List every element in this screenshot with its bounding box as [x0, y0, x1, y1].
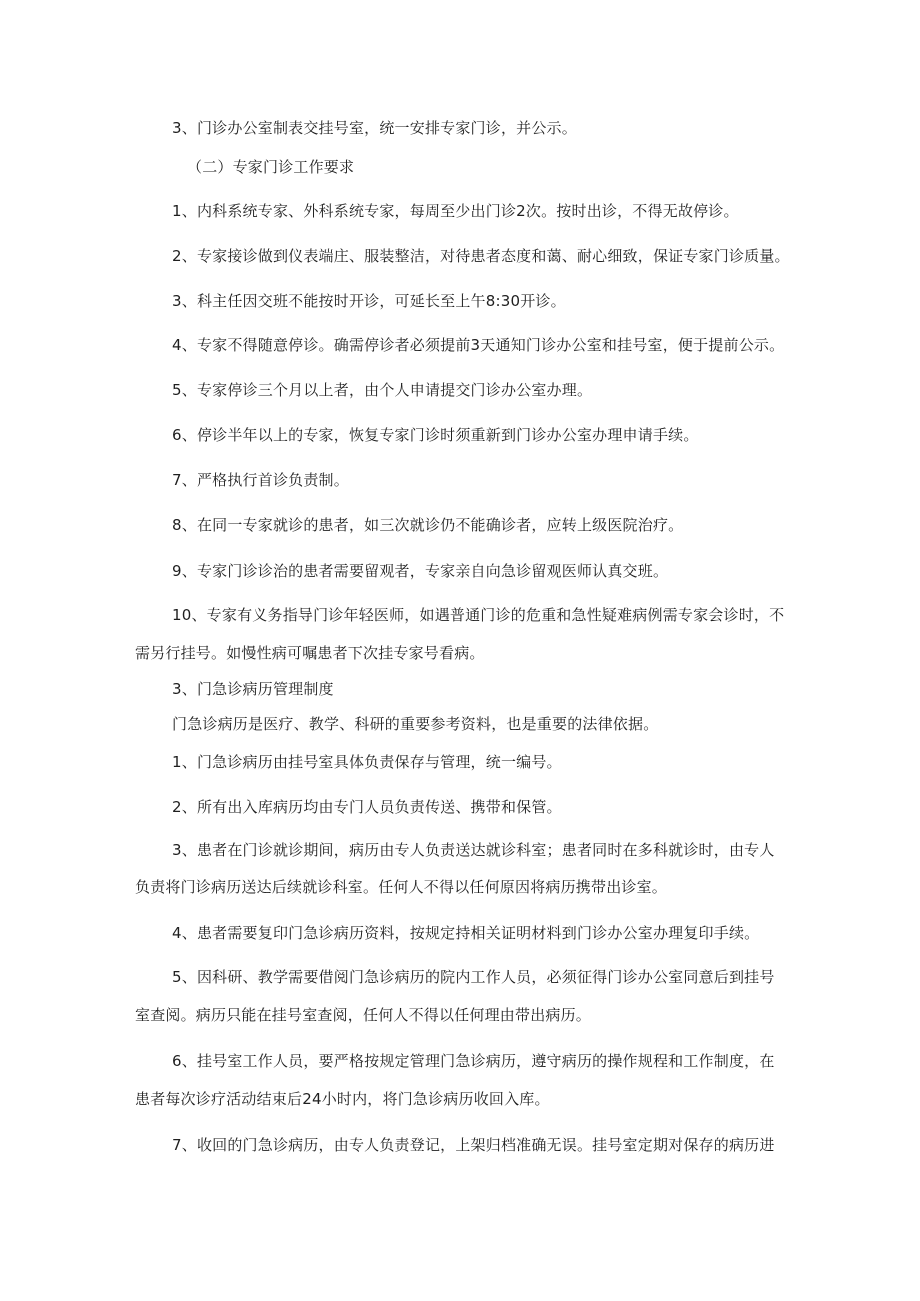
paragraph-line: 6、挂号室工作人员，要严格按规定管理门急诊病历，遵守病历的操作规程和工作制度，在 [172, 1052, 775, 1070]
paragraph-line: 5、因科研、教学需要借阅门急诊病历的院内工作人员，必须征得门诊办公室同意后到挂号 [172, 968, 775, 986]
paragraph-line: 7、严格执行首诊负责制。 [172, 471, 349, 489]
paragraph-line: 需另行挂号。如慢性病可嘱患者下次挂专家号看病。 [135, 644, 485, 662]
paragraph-line: 4、患者需要复印门急诊病历资料，按规定持相关证明材料到门诊办公室办理复印手续。 [172, 924, 760, 942]
section-heading: 3、门急诊病历管理制度 [172, 680, 334, 698]
paragraph-line: 室查阅。病历只能在挂号室查阅，任何人不得以任何理由带出病历。 [135, 1006, 592, 1024]
paragraph-line: 6、停诊半年以上的专家，恢复专家门诊时须重新到门诊办公室办理申请手续。 [172, 426, 699, 444]
paragraph-line: 3、门诊办公室制表交挂号室，统一安排专家门诊，并公示。 [172, 119, 577, 137]
paragraph-line: 10、专家有义务指导门诊年轻医师，如遇普通门诊的危重和急性疑难病例需专家会诊时，不 [172, 606, 785, 624]
section-heading: （二）专家门诊工作要求 [187, 158, 355, 176]
paragraph-line: 2、所有出入库病历均由专门人员负责传送、携带和保管。 [172, 798, 562, 816]
paragraph-line: 8、在同一专家就诊的患者，如三次就诊仍不能确诊者，应转上级医院治疗。 [172, 516, 684, 534]
paragraph-line: 7、收回的门急诊病历，由专人负责登记，上架归档准确无误。挂号室定期对保存的病历进 [172, 1136, 775, 1154]
paragraph-line: 5、专家停诊三个月以上者，由个人申请提交门诊办公室办理。 [172, 381, 593, 399]
paragraph-line: 患者每次诊疗活动结束后24小时内，将门急诊病历收回入库。 [135, 1090, 550, 1108]
paragraph-line: 3、患者在门诊就诊期间，病历由专人负责送达就诊科室；患者同时在多科就诊时，由专人 [172, 841, 775, 859]
paragraph-line: 4、专家不得随意停诊。确需停诊者必须提前3天通知门诊办公室和挂号室，便于提前公示。 [172, 336, 785, 354]
paragraph-line: 2、专家接诊做到仪表端庄、服装整洁，对待患者态度和蔼、耐心细致，保证专家门诊质量。 [172, 247, 790, 265]
paragraph-line: 9、专家门诊诊治的患者需要留观者，专家亲自向急诊留观医师认真交班。 [172, 562, 669, 580]
paragraph-line: 门急诊病历是医疗、教学、科研的重要参考资料，也是重要的法律依据。 [172, 715, 659, 733]
paragraph-line: 1、内科系统专家、外科系统专家，每周至少出门诊2次。按时出诊，不得无故停诊。 [172, 202, 739, 220]
paragraph-line: 3、科主任因交班不能按时开诊，可延长至上午8:30开诊。 [172, 292, 566, 310]
paragraph-line: 负责将门诊病历送达后续就诊科室。任何人不得以任何原因将病历携带出诊室。 [135, 878, 668, 896]
paragraph-line: 1、门急诊病历由挂号室具体负责保存与管理，统一编号。 [172, 753, 562, 771]
